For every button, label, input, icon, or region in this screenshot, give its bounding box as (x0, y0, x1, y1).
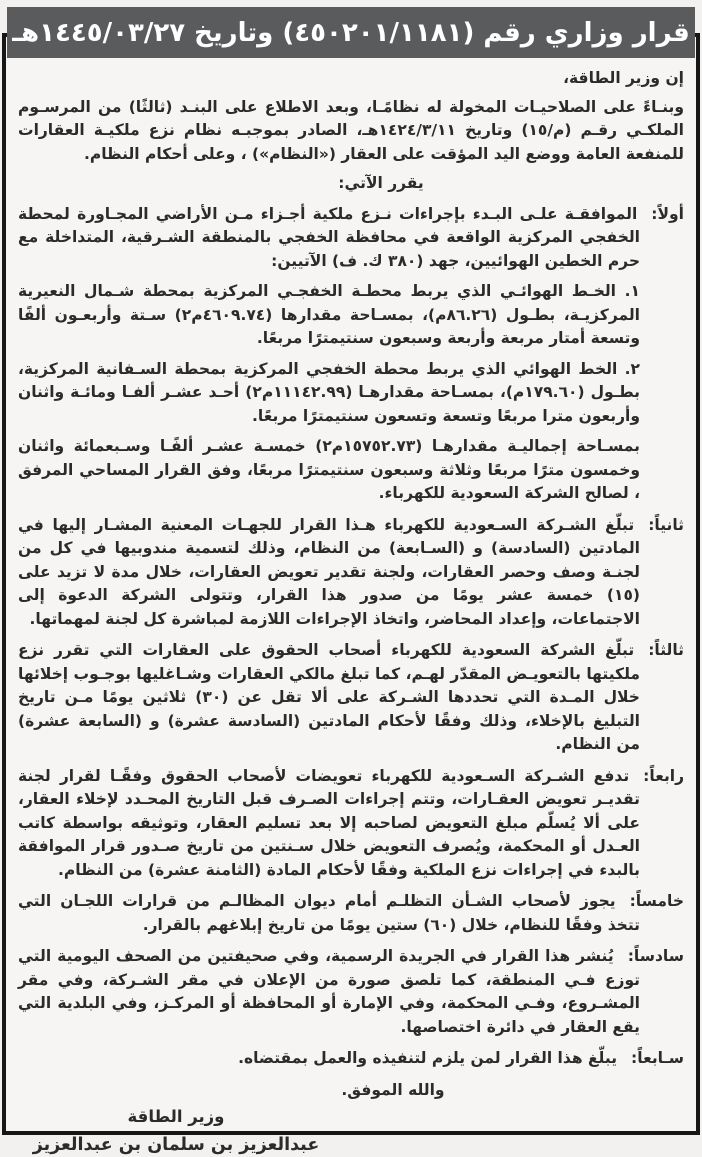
item-label: سادساً: (614, 945, 684, 969)
item-label: ثالثاً: (634, 639, 684, 663)
decree-item-2 (18, 514, 684, 632)
blessing-line: والله الموفق. (18, 1079, 684, 1103)
item-text: يجوز لأصحاب الشـأن التظلـم أمام ديوان المظالـم من قرارات اللجـان التي تتخذ وفقًا للنظام، خلال (٦٠) ستين يومًا من تاريخ إبلاغهم بالقرار. (18, 892, 640, 934)
subitem-1: ١. الخـط الهوائـي الذي يربط محطـة الخفجـي المركزية بمحطة شـمال النعيرية المركزيـة، بطـول (٨٦.٢٦م)، بمسـاحة مقدارها (٤٦٠٩.٧٤م٢) سـتة وأربعـون ألفًا وتسعة أمتار مربعة وأربعة وسبعون سنتيمترًا مربعًا. (18, 280, 640, 351)
decree-title: قرار وزاري رقم (٤٥٠٢٠١/١١٨١) وتاريخ ١٤٤٥/٠٣/٢٧هـ (12, 18, 690, 48)
item-label: خامساً: (616, 890, 684, 914)
item-label: سـابعاً: (617, 1047, 684, 1071)
item-text: تبلّغ الشركة السعودية للكهرباء أصحاب الحقوق على العقارات التي تقرر نزع ملكيتها بالتعويـض المقدّر لهـم، كما تبلغ مالكي العقارات وشـاغليها بوجـوب إخلائها خلال المـدة التي تحددها الشـركة على ألا تقل عن (٣٠) ثلاثين يومًا مـن تاريخ التبليغ بالإخلاء، وذلك وفقًا لأحكام المادتين (السادسة عشرة) و (السابعة عشرة) من النظام. (18, 641, 640, 753)
item-text: تدفع الشـركة السـعودية للكهرباء تعويضات لأصحاب الحقوق وفقًـا لقرار لجنة تقديـر تعويض العقـارات، وتتم إجراءات الصـرف قبل التاريخ المحـدد لإخلاء العقار، على ألا يُسلّم مبلغ التعويض لصاحبه إلا بعد تسليم العقار، وتوثيقه بواسطة كاتب العـدل أو المحكمة، ويُصرف التعويض خلال سـنتين من تاريخ صـدور قرار الموافقة بالبدء في إجراءات نزع الملكية وفقًا لأحكام المادة (الثامنة عشرة) من النظام. (18, 767, 640, 879)
total-area-paragraph: بمسـاحة إجماليـة مقدارهـا (١٥٧٥٢.٧٣م٢) خمسـة عشـر ألفًـا وسـبعمائة واثنان وخمسون مترًا مربعًا وثلاثة وسبعون سنتيمترًا مربعًا، وفق القرار المساحي المرفق ، لصالح الشركة السعودية للكهرباء. (18, 435, 640, 506)
signer-name: عبدالعزيز بن سلمان بن عبدالعزيز (26, 1134, 326, 1157)
decree-item-7 (18, 1047, 684, 1071)
decree-item-6 (18, 945, 684, 1039)
decree-body (18, 67, 684, 1127)
signature-block (26, 1105, 326, 1157)
decree-item-3 (18, 639, 684, 757)
item-label: ثانياً: (634, 514, 684, 538)
minister-line: إن وزير الطاقة، (18, 67, 684, 91)
decree-title-banner (7, 7, 695, 58)
item-text: تبلّغ الشـركة السـعودية للكهرباء هـذا القرار للجهـات المعنية المشـار إليها في المادتين (السادسة) و (السـابعة) من النظام، وذلك لتسمية مندوبيها في كل من لجنـة وصف وحصر العقارات، ولجنة تقدير تعويض العقارات، خلال مدة لا تزيد على (١٥) خمسة عشر يومًا من صدور هذا القرار، وتتولى الشركة الدعوة إلى الاجتماعات، وإعداد المحاضر، واتخاذ الإجراءات اللازمة لمباشرة كل لجنة لمهماتها. (18, 516, 640, 628)
decree-item-5 (18, 890, 684, 937)
item-label: رابعاً: (629, 765, 684, 789)
decree-item-4 (18, 765, 684, 883)
signer-title: وزير الطاقة (26, 1105, 326, 1129)
item-label: أولاً: (637, 203, 684, 227)
preamble-basis: وبنـاءً على الصلاحيـات المخولة له نظامًـا، وبعد الاطلاع على البنـد (ثالثًا) من المرسـوم الملكـي رقـم (م/١٥) وتاريخ ١٤٢٤/٣/١١هـ، الصادر بموجبـه نظام نزع ملكيـة العقارات للمنفعة العامة ووضع اليد المؤقت على العقار («النظام») ، وعلى أحكام النظام. (18, 96, 684, 167)
item-text: يُنشر هذا القرار في الجريدة الرسمية، وفي صحيفتين من الصحف اليومية التي توزع فـي المنطقة، كما تلصق صورة من الإعلان في مقر الشـركة، وفي مقر المشـروع، وفـي المحكمة، وفي الإمارة أو المحافظة أو المركـز، وفي البلدية التي يقع العقار في دائرة اختصاصها. (18, 947, 640, 1036)
item-text: الموافقـة علـى البـدء بإجراءات نـزع ملكية أجـزاء مـن الأراضي المجـاورة لمحطة الخفجي المركزية الواقعة في محافظة الخفجي بالمنطقة الشـرقية، المتداخلة مع حرم الخطين الهوائيين، جهد (٣٨٠ ك. ف) الآتيين: (18, 205, 640, 270)
decree-item-1 (18, 203, 684, 506)
subitem-2: ٢. الخط الهوائي الذي يربط محطة الخفجي المركزية بمحطة السـفانية المركزية، بطـول (١٧٩.٦٠م)، بمسـاحة مقدارهـا (١١١٤٢.٩٩م٢) أحـد عشـر ألفـا ومائـة واثنان وأربعون مترا مربعًا وتسعة وتسعون سنتيمترًا مربعًا. (18, 358, 640, 429)
item-text: يبلّغ هذا القرار لمن يلزم لتنفيذه والعمل بمقتضاه. (238, 1049, 617, 1067)
decides-line: يقرر الآتي: (18, 172, 684, 196)
